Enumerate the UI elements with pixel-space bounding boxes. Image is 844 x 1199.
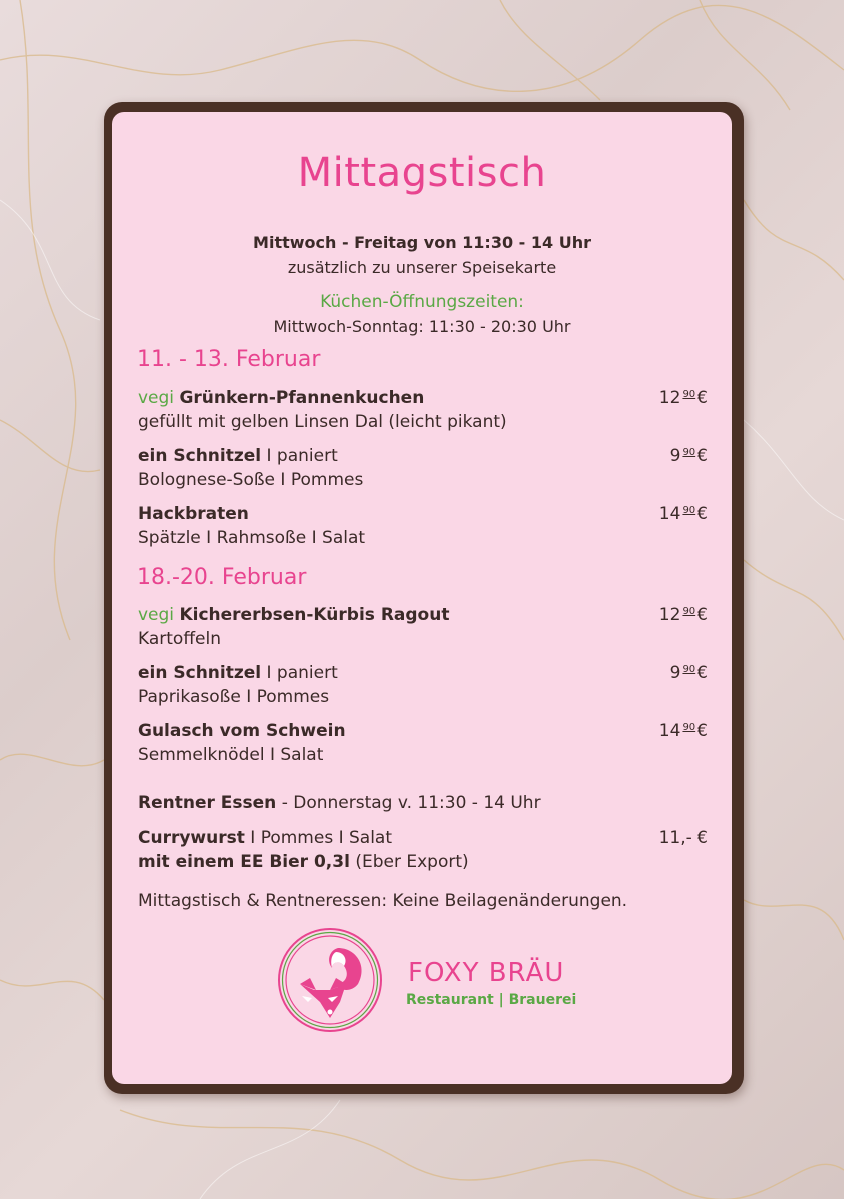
vegi-tag: vegi (138, 388, 175, 408)
hours-line: Mittwoch - Freitag von 11:30 - 14 Uhr (253, 233, 591, 252)
dish-description: Spätzle I Rahmsoße I Salat (138, 528, 366, 548)
dish-name: ein Schnitzel (138, 663, 262, 683)
dish-description: Paprikasoße I Pommes (138, 687, 330, 707)
dish-name: Hackbraten (138, 504, 249, 524)
kitchen-hours: Mittwoch-Sonntag: 11:30 - 20:30 Uhr (273, 317, 571, 336)
fox-logo-icon (276, 926, 384, 1034)
menu-note: Mittagstisch & Rentneressen: Keine Beilagenänderungen. (138, 891, 628, 911)
dish-price: 9 $^{90}$ € (669, 446, 708, 466)
kitchen-hours-label: Küchen-Öffnungszeiten: (320, 292, 524, 312)
dish-price: 14 $^{90}$ € (658, 721, 708, 741)
dish-description: Bolognese-Soße I Pommes (138, 470, 364, 490)
menu-item (138, 388, 708, 438)
rentner-hours: - Donnerstag v. 11:30 - 14 Uhr (281, 793, 541, 813)
drink-offer: mit einem EE Bier 0,3l (138, 852, 350, 872)
dish-name: Kichererbsen-Kürbis Ragout (179, 605, 450, 625)
dish-price: 11,- € (658, 828, 708, 848)
hours-subline: zusätzlich zu unserer Speisekarte (287, 258, 557, 277)
week1-heading: 11. - 13. Februar (137, 347, 321, 372)
dish-detail: I paniert (266, 446, 338, 466)
week2-heading: 18.-20. Februar (137, 565, 307, 590)
vegi-tag: vegi (138, 605, 175, 625)
brand-name: FOXY BRÄU (408, 958, 565, 988)
dish-detail: I Pommes I Salat (250, 828, 393, 848)
menu-item (138, 446, 708, 496)
dish-price: 9 $^{90}$ € (669, 663, 708, 683)
dish-description: gefüllt mit gelben Linsen Dal (leicht pikant) (138, 412, 507, 432)
drink-detail: (Eber Export) (355, 852, 469, 872)
dish-detail: I paniert (266, 663, 338, 683)
brand-tagline: Restaurant | Brauerei (406, 992, 577, 1008)
menu-item (138, 663, 708, 713)
dish-price: 14 $^{90}$ € (658, 504, 708, 524)
dish-name: Currywurst (138, 828, 245, 848)
menu-item (138, 504, 708, 554)
dish-description: Semmelknödel I Salat (138, 745, 324, 765)
rentner-heading-line (138, 793, 541, 813)
dish-price: 12 $^{90}$ € (658, 605, 708, 625)
dish-name: ein Schnitzel (138, 446, 262, 466)
dish-name: Grünkern-Pfannenkuchen (179, 388, 425, 408)
dish-description: Kartoffeln (138, 629, 221, 649)
dish-name: Gulasch vom Schwein (138, 721, 346, 741)
menu-item (138, 721, 708, 771)
rentner-item (138, 828, 708, 878)
rentner-heading: Rentner Essen (138, 793, 277, 813)
dish-price: 12 $^{90}$ € (658, 388, 708, 408)
menu-item (138, 605, 708, 655)
page-title: Mittagstisch (297, 150, 547, 196)
